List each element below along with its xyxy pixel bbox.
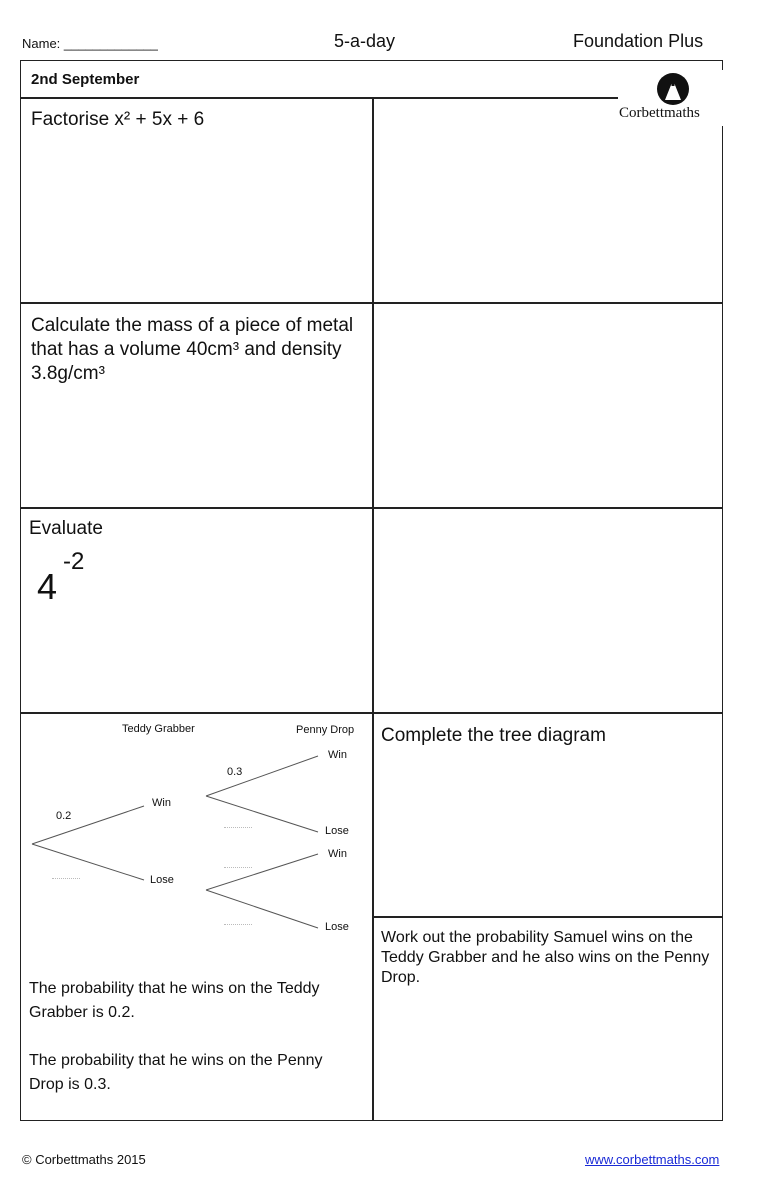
branch-stage2a-win	[206, 756, 318, 796]
tree-blank-stage1-lose[interactable]	[52, 878, 80, 879]
branch-stage2a-lose	[206, 796, 318, 832]
tree-outcome-2a-lose: Lose	[325, 825, 349, 837]
worksheet-title: 5-a-day	[334, 31, 396, 51]
tree-blank-stage2b-win[interactable]	[224, 867, 252, 868]
tree-blank-stage2b-lose[interactable]	[224, 924, 252, 925]
question-combined-probability: Work out the probability Samuel wins on the Teddy Grabber and he also wins on the Penny Drop.	[381, 929, 710, 986]
tree-prob-stage1-win: 0.2	[56, 810, 72, 822]
tree-outcome-2b-lose: Lose	[325, 921, 349, 933]
tree-diagram	[22, 714, 372, 954]
power-exponent: -2	[63, 548, 85, 575]
info-penny-drop: The probability that he wins on the Penny Drop is 0.3.	[29, 1052, 323, 1093]
tree-prob-stage2-win: 0.3	[227, 766, 243, 778]
website-link[interactable]: www.corbettmaths.com	[585, 1152, 720, 1167]
power-base: 4	[37, 566, 58, 607]
question-complete-tree: Complete the tree diagram	[381, 725, 606, 746]
branch-stage1-win	[32, 806, 144, 844]
branch-stage2b-win	[206, 854, 318, 890]
answer-box-3[interactable]	[374, 509, 722, 711]
info-teddy-grabber: The probability that he wins on the Teddy Grabber is 0.2.	[29, 980, 320, 1021]
tree-blank-stage2a-lose[interactable]	[224, 827, 252, 828]
question-factorise: Factorise x² + 5x + 6	[31, 109, 205, 130]
question-evaluate: Evaluate	[29, 518, 103, 539]
worksheet-level: Foundation Plus	[573, 31, 704, 51]
answer-box-2[interactable]	[374, 304, 722, 506]
tree-outcome-2a-win: Win	[328, 749, 347, 761]
worksheet-date: 2nd September	[31, 71, 140, 88]
row-divider-4	[372, 916, 723, 918]
tree-stage1-title: Teddy Grabber	[122, 723, 195, 735]
tree-outcome-2b-win: Win	[328, 848, 347, 860]
name-field-label: Name: _____________	[22, 36, 158, 51]
question-density: Calculate the mass of a piece of metal that has a volume 40cm³ and density 3.8g/cm³	[31, 315, 354, 384]
copyright: © Corbettmaths 2015	[22, 1152, 146, 1167]
branch-stage2b-lose	[206, 890, 318, 928]
answer-box-1[interactable]	[374, 99, 722, 301]
branch-stage1-lose	[32, 844, 144, 880]
answer-box-5[interactable]	[374, 995, 722, 1119]
answer-box-4[interactable]	[374, 760, 722, 914]
tree-outcome-stage1-lose: Lose	[150, 874, 174, 886]
tree-outcome-stage1-win: Win	[152, 797, 171, 809]
tree-stage2-title: Penny Drop	[296, 724, 355, 736]
corbettmaths-brand: Corbettmaths	[619, 105, 700, 121]
